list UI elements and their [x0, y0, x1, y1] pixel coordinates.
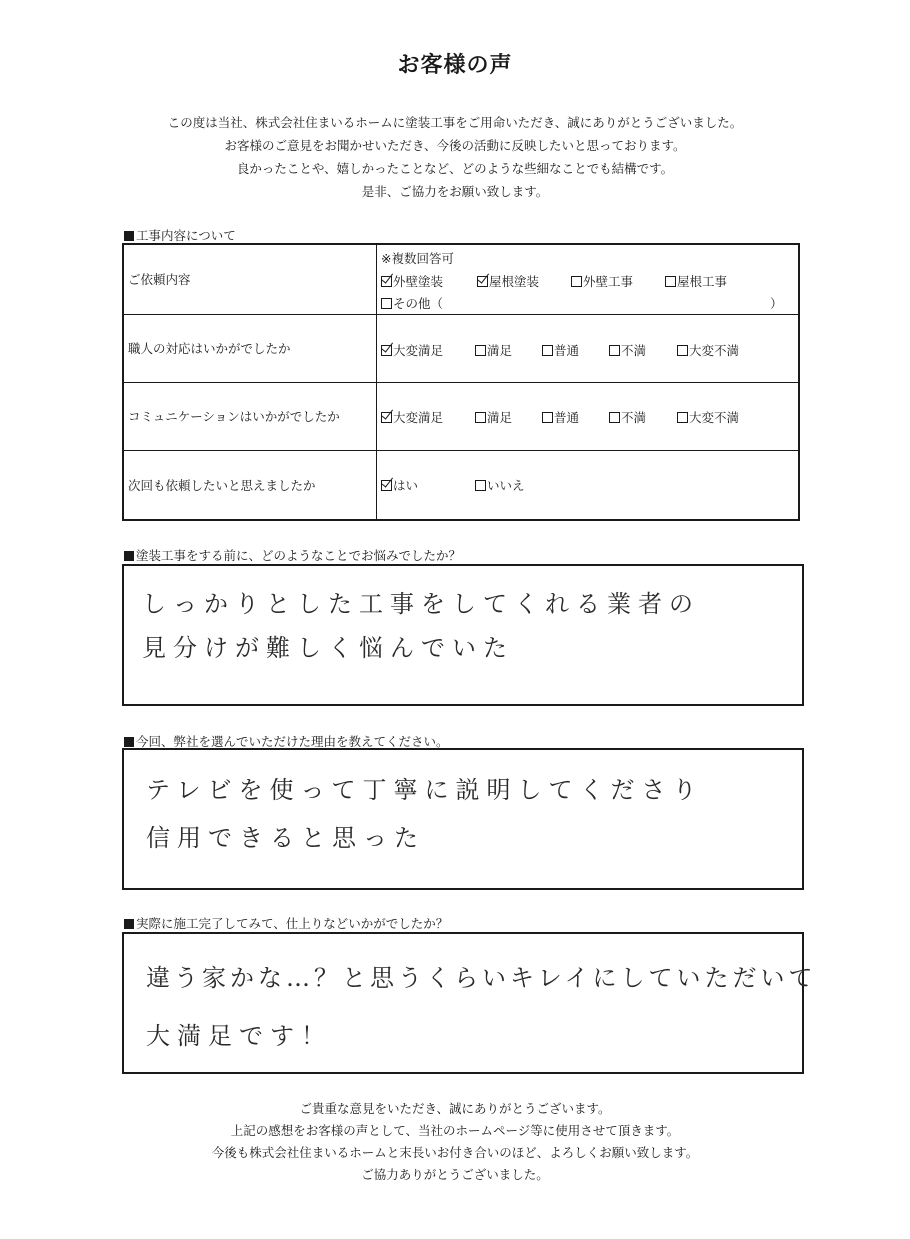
- table-row: [123, 450, 799, 520]
- table-row: [123, 382, 799, 450]
- option-exterior-work[interactable]: [571, 272, 633, 290]
- option-very-satisfied[interactable]: [381, 408, 443, 426]
- option-satisfied[interactable]: [475, 408, 512, 426]
- question-cell: 職人の対応はいかがでしたか: [123, 314, 377, 382]
- square-bullet-icon: [124, 919, 134, 929]
- checkbox-checked-icon[interactable]: [381, 480, 392, 491]
- closing-line: 今後も株式会社住まいるホームと末長いお付き合いのほど、よろしくお願い致します。: [211, 1145, 699, 1160]
- question-cell: 次回も依頼したいと思えましたか: [123, 450, 377, 520]
- option-label: 大変不満: [689, 342, 740, 358]
- checkbox-checked-icon[interactable]: [381, 276, 392, 287]
- checkbox-checked-icon[interactable]: [477, 276, 488, 287]
- table-row: [123, 314, 799, 382]
- question-cell: ご依頼内容: [123, 244, 377, 314]
- option-no[interactable]: [475, 476, 525, 494]
- option-neutral[interactable]: [542, 408, 579, 426]
- option-dissatisfied[interactable]: [609, 341, 646, 359]
- closing-line: ご貴重な意見をいただき、誠にありがとうございます。: [299, 1101, 611, 1116]
- option-label: 不満: [621, 409, 647, 425]
- option-label: 大変満足: [393, 342, 444, 358]
- closing-line: ご協力ありがとうございました。: [361, 1167, 549, 1182]
- handwritten-answer-line: 違う家かな…？と思うくらいキレイにしていただいて: [146, 964, 817, 992]
- option-label: 屋根塗装: [489, 274, 540, 289]
- option-label: 屋根工事: [677, 274, 728, 289]
- checkbox-icon[interactable]: [571, 276, 582, 287]
- intro-line: お客様のご意見をお聞かせいただき、今後の活動に反映したいと思っております。: [224, 138, 686, 153]
- handwritten-answer-line: しっかりとした工事をしてくれる業者の: [142, 590, 700, 618]
- checkbox-checked-icon[interactable]: [381, 345, 392, 356]
- checkbox-icon[interactable]: [609, 412, 620, 423]
- section-concerns-label: [124, 546, 461, 564]
- section-label-text: 実際に施工完了してみて、仕上りなどいかがでしたか？: [136, 916, 449, 931]
- checkbox-icon[interactable]: [475, 412, 486, 423]
- handwritten-answer-line: テレビを使って丁寧に説明してくださり: [146, 776, 704, 804]
- checkbox-icon[interactable]: [381, 298, 392, 309]
- section-result-label: [124, 914, 448, 932]
- closing-line: 上記の感想をお客様の声として、当社のホームページ等に使用させて頂きます。: [230, 1123, 680, 1138]
- option-label: 満足: [487, 409, 513, 425]
- square-bullet-icon: [124, 231, 134, 241]
- question-cell: コミュニケーションはいかがでしたか: [123, 382, 377, 450]
- option-satisfied[interactable]: [475, 341, 512, 359]
- option-label: 不満: [621, 342, 647, 358]
- answer-cell: [377, 382, 800, 450]
- handwritten-answer-line: 信用できると思った: [146, 824, 425, 852]
- result-answer-box[interactable]: [122, 932, 817, 1074]
- intro-line: 良かったことや、嬉しかったことなど、どのような些細なことでも結構です。: [236, 161, 674, 176]
- table-row: [123, 244, 799, 314]
- option-neutral[interactable]: [542, 341, 579, 359]
- option-label: 外壁塗装: [393, 274, 444, 289]
- checkbox-icon[interactable]: [542, 412, 553, 423]
- intro-line: この度は当社、株式会社住まいるホームに塗装工事をご用命いただき、誠にありがとうございました。: [167, 115, 743, 130]
- checkbox-icon[interactable]: [475, 480, 486, 491]
- option-very-dissatisfied[interactable]: [677, 341, 739, 359]
- survey-table: [122, 243, 800, 521]
- answer-cell: [377, 450, 800, 520]
- section-label-text: 工事内容について: [136, 228, 236, 243]
- option-label: 普通: [554, 342, 580, 358]
- checkbox-checked-icon[interactable]: [381, 412, 392, 423]
- answer-cell: [377, 314, 800, 382]
- reason-answer-box[interactable]: [122, 748, 804, 890]
- checkbox-icon[interactable]: [542, 345, 553, 356]
- square-bullet-icon: [124, 551, 134, 561]
- option-exterior-painting[interactable]: [381, 272, 443, 290]
- handwritten-answer-line: 大満足です！: [146, 1022, 332, 1050]
- option-other[interactable]: [381, 294, 443, 312]
- option-roof-work[interactable]: [665, 272, 727, 290]
- checkbox-icon[interactable]: [609, 345, 620, 356]
- other-close-paren: ）: [770, 296, 783, 311]
- concerns-answer-box[interactable]: [122, 564, 804, 706]
- option-label: 外壁工事: [583, 274, 634, 289]
- square-bullet-icon: [124, 737, 134, 747]
- option-label: 大変満足: [393, 409, 444, 425]
- option-dissatisfied[interactable]: [609, 408, 646, 426]
- option-label: いいえ: [487, 477, 525, 493]
- option-label: 普通: [554, 409, 580, 425]
- section-label-text: 今回、弊社を選んでいただけた理由を教えてください。: [136, 734, 449, 749]
- option-very-satisfied[interactable]: [381, 341, 443, 359]
- page-title: お客様の声: [397, 53, 513, 78]
- option-yes[interactable]: [381, 476, 418, 494]
- handwritten-answer-line: 見分けが難しく悩んでいた: [142, 634, 514, 662]
- multiple-answer-note: ※複数回答可: [381, 251, 454, 266]
- checkbox-icon[interactable]: [677, 412, 688, 423]
- option-label: 満足: [487, 342, 513, 358]
- section-label-text: 塗装工事をする前に、どのようなことでお悩みでしたか？: [136, 548, 462, 563]
- section-work-details-label: [124, 226, 236, 244]
- option-roof-painting[interactable]: [477, 272, 539, 290]
- checkbox-icon[interactable]: [677, 345, 688, 356]
- answer-cell: [377, 244, 800, 314]
- option-label: 大変不満: [689, 409, 740, 425]
- option-label: はい: [393, 477, 419, 493]
- option-label: その他（: [393, 296, 444, 311]
- intro-line: 是非、ご協力をお願い致します。: [361, 184, 549, 199]
- checkbox-icon[interactable]: [475, 345, 486, 356]
- option-very-dissatisfied[interactable]: [677, 408, 739, 426]
- checkbox-icon[interactable]: [665, 276, 676, 287]
